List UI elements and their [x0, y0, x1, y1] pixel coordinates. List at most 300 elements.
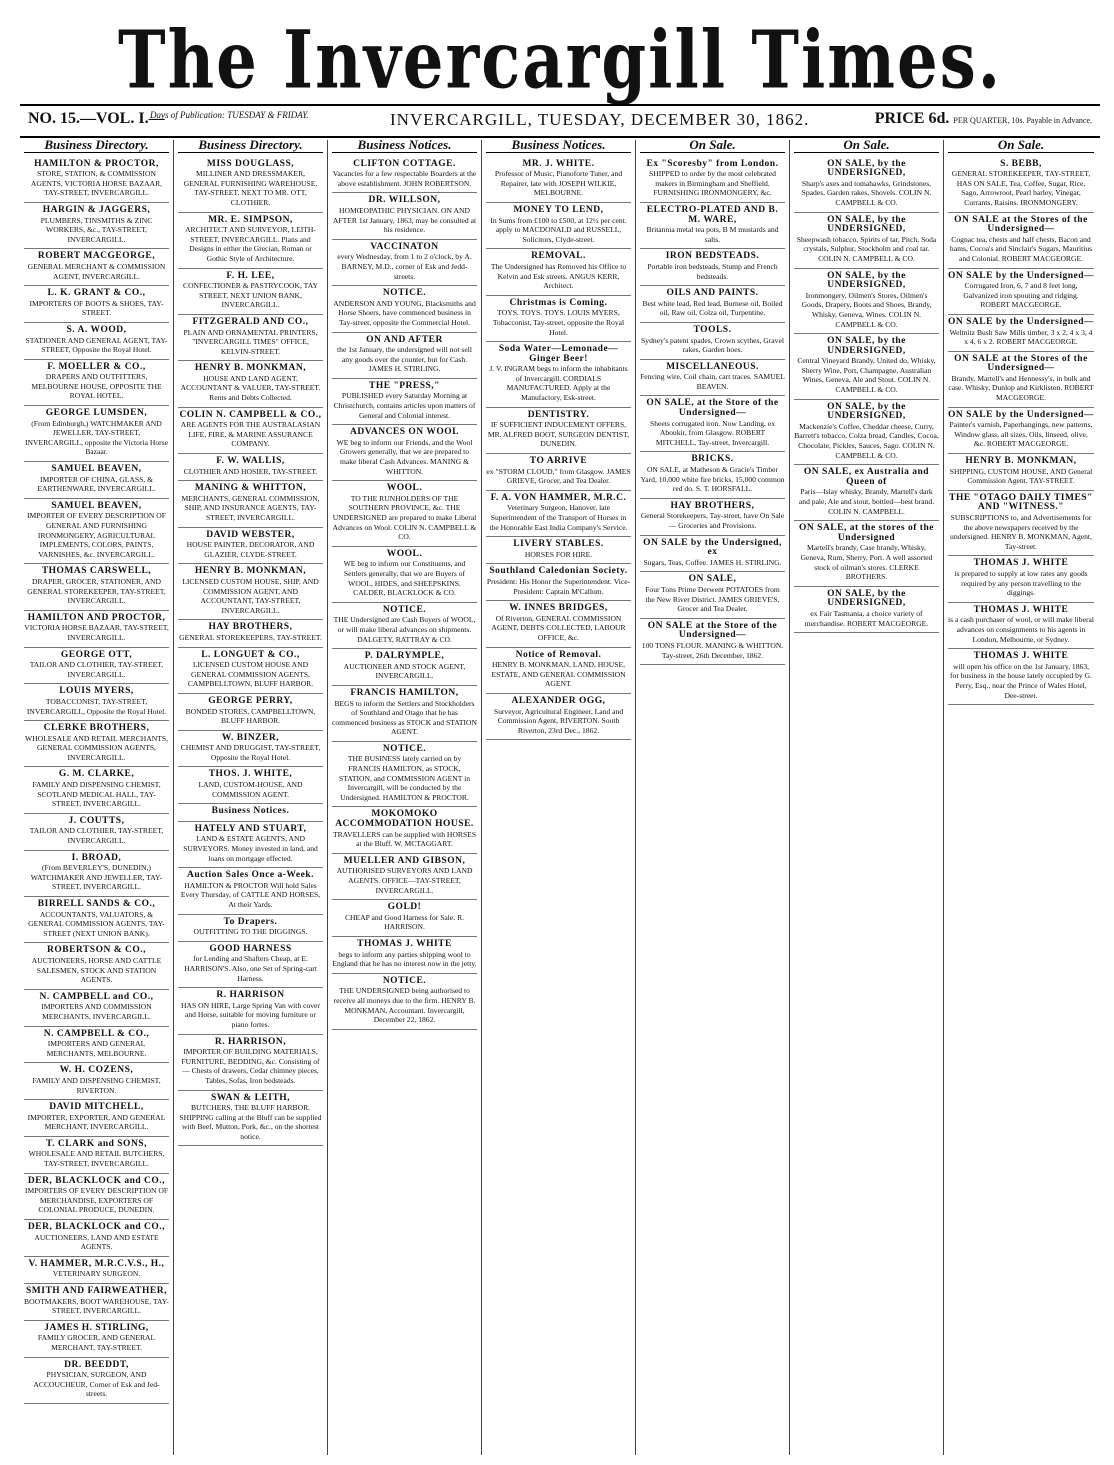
advertisement-title: BIRRELL SANDS & CO., — [37, 899, 156, 909]
advertisement — [178, 822, 323, 868]
advertisement-title: THOMAS J. WHITE — [357, 938, 452, 949]
advertisement-body: Surveyor, Agricultural Engineer, Land and Commission Agent, RIVERTON. South Riverton, 23rd Dec., 1862. — [493, 706, 624, 735]
advertisement-body: SHIPPED to order by the most celebrated makers in Birmingham and Sheffield. FURNISHING IRONMONGERY, &c. — [649, 169, 776, 198]
advertisement — [640, 157, 785, 203]
advertisement-title: HAY BROTHERS, — [208, 622, 293, 633]
column-header: On Sale. — [948, 140, 1094, 153]
advertisement-body: WE beg to inform our Friends, and the Wool Growers generally, that we are prepared to make liberal Cash Advances. MANING & WHITTON. — [336, 437, 473, 476]
advertisement-title: MISCELLANEOUS. — [666, 361, 759, 372]
advertisement-title: W. INNES BRIDGES, — [509, 603, 608, 614]
advertisement-title: NOTICE. — [382, 288, 427, 299]
advertisement — [640, 396, 785, 452]
advertisement-body: IMPORTERS OF EVERY DESCRIPTION OF MERCHANDISE, EXPORTERS OF COLONIAL PRODUCE, DUNEDIN. — [24, 1186, 169, 1215]
advertisement — [332, 333, 477, 379]
advertisement-title: THE "OTAGO DAILY TIMES" AND "WITNESS." — [949, 492, 1093, 513]
advertisement-title: JAMES H. STIRLING, — [44, 1322, 149, 1333]
advertisement-body: FAMILY AND DISPENSING CHEMIST, RIVERTON. — [32, 1075, 161, 1095]
advertisement-title: VACCINATON — [370, 241, 439, 252]
dateline-rule — [20, 136, 1100, 138]
advertisement — [178, 620, 323, 647]
advertisement — [332, 649, 477, 686]
dateline — [20, 108, 1100, 134]
advertisement-title: S. A. WOOD, — [66, 324, 127, 335]
advertisement — [486, 454, 631, 491]
advertisement-title: ON SALE at the Stores of the Undersigned— — [954, 214, 1088, 235]
advertisement-title: ON SALE at the Stores of the Undersigned— — [954, 353, 1088, 374]
advertisement-body: In Sums from £100 to £500, at 12½ per cent. apply to MACDONALD and RUSSELL, Solicitors, Clyde-street. — [490, 215, 627, 244]
advertisement — [640, 323, 785, 360]
advertisement-title: ADVANCES ON WOOL — [349, 427, 459, 438]
advertisement-title: HENRY B. MONKMAN, — [194, 363, 307, 374]
advertisement — [486, 694, 631, 740]
advertisement — [794, 269, 939, 335]
advertisement — [794, 521, 939, 587]
advertisement — [24, 611, 169, 648]
advertisement-title: DENTISTRY. — [527, 409, 590, 420]
advertisement — [332, 481, 477, 547]
advertisement-body: WHOLESALE AND RETAIL BUTCHERS, TAY-STREET, INVERCARGILL. — [28, 1149, 165, 1169]
advertisement-title: HENRY B. MONKMAN, — [194, 566, 307, 577]
advertisement — [640, 249, 785, 286]
advertisement-title: ELECTRO-PLATED AND B. M. WARE, — [646, 204, 779, 225]
advertisement-title: DR. WILLSON, — [368, 195, 441, 206]
advertisement — [24, 721, 169, 767]
advertisement-body: Four Tons Prime Derwent POTATOES from the New River District. JAMES GRIEVE'S, Grocer and Tea Dealer. — [645, 584, 780, 614]
advertisement-title: ON SALE, — [688, 574, 737, 585]
advertisement-body: BOOTMAKERS, BOOT WAREHOUSE, TAY-STREET, INVERCARGILL. — [24, 1296, 169, 1316]
advertisement-title: To Drapers. — [223, 916, 278, 927]
advertisement-title: MOKOMOKO ACCOMMODATION HOUSE. — [335, 809, 474, 830]
advertisement-title: DER, BLACKLOCK and CO., — [27, 1175, 166, 1186]
advertisement — [24, 249, 169, 286]
advertisement — [332, 157, 477, 194]
advertisement-title: THOMAS CARSWELL, — [41, 566, 152, 577]
advertisement — [948, 213, 1094, 269]
advertisement-title: Southland Caledonian Society. — [489, 566, 628, 577]
advertisement-title: ON SALE, by the UNDERSIGNED, — [827, 401, 906, 422]
advertisement-body: STORE, STATION, & COMMISSION AGENTS, VICTORIA HORSE BAZAAR, TAY-STREET, INVERCARGILL. — [30, 169, 163, 198]
advertisement — [332, 686, 477, 742]
advertisement-title: V. HAMMER, M.R.C.V.S., H., — [28, 1258, 165, 1269]
advertisement-body: President: His Honor the Superintendent. Vice-President: Captain M'Callum. — [486, 576, 631, 596]
advertisement — [948, 352, 1094, 408]
advertisement — [178, 361, 323, 407]
advertisement-body: BONDED STORES, CAMPBELLTOWN, BLUFF HARBOR. — [185, 706, 316, 726]
advertisement — [24, 1220, 169, 1257]
advertisement-body: HAMILTON & PROCTOR Will hold Sales Every Thursday, of CATTLE AND HORSES, At their Yards. — [180, 880, 321, 909]
advertisement-body: BEGS to inform the Settlers and Stockholders of Southland and Otago that he has commenced business as STOCK and STATION AGENT. — [332, 698, 477, 737]
advertisement — [24, 323, 169, 360]
advertisement — [486, 408, 631, 454]
advertisement-title: FITZGERALD AND CO., — [192, 316, 309, 327]
advertisement-body: Sheets corrugated iron. Now Landing, ex Aboukir, from Glasgow. ROBERT MITCHELL, Tay-street, Invercargill. — [649, 418, 776, 447]
place-and-date: INVERCARGILL, TUESDAY, DECEMBER 30, 1862. — [390, 110, 810, 129]
advertisement-title: REMOVAL. — [531, 251, 586, 262]
advertisement-body: begs to inform any parties shipping wool to England that he has no interest now in the jetty. — [332, 949, 477, 969]
advertisement-body: Sydney's patent spades, Crown scythes, Gravel rakes, Garden hoes. — [641, 335, 784, 355]
advertisement-body: GENERAL MERCHANT & COMMISSION AGENT, INVERCARGILL. — [27, 261, 166, 281]
advertisement-title: MISS DOUGLASS, — [206, 158, 295, 169]
advertisement-body: every Wednesday, from 1 to 2 o'clock, by A. BARNEY, M.D., corner of Esk and Jedd-streets. — [337, 252, 472, 281]
masthead — [20, 13, 1100, 108]
advertisement-body: WE beg to inform our Constituents, and Settlers generally, that we are Buyers of WOOL, HIDES, and SHEEPSKINS. CALDER, BLACKLOCK & CO. — [343, 559, 466, 598]
advertisement-body: HENRY B. MONKMAN, LAND, HOUSE, ESTATE, AND GENERAL COMMISSION AGENT. — [491, 660, 626, 689]
advertisement — [640, 203, 785, 249]
advertisement-body: FAMILY GROCER, AND GENERAL MERCHANT, TAY-STREET. — [37, 1333, 156, 1352]
advertisement — [178, 694, 323, 731]
advertisement — [178, 1091, 323, 1147]
advertisement-body: 100 TONS FLOUR. MANING & WHITTON. Tay-street, 26th December, 1862. — [641, 640, 784, 660]
advertisement — [332, 900, 477, 937]
advertisement-body: CLOTHIER AND HOSIER, TAY-STREET. — [183, 466, 318, 476]
advertisement-body: is prepared to supply at low rates any goods required by any person travelling to the diggings. — [954, 568, 1088, 598]
advertisement-body: PLUMBERS, TINSMITHS & ZINC WORKERS, &c., TAY-STREET, INVERCARGILL. — [40, 215, 153, 244]
advertisement-body: MILLINER AND DRESSMAKER, GENERAL FURNISHING WAREHOUSE, TAY-STREET, NEXT TO MR. OTT, CLOTHIER. — [183, 169, 318, 207]
masthead-rule — [20, 104, 1100, 106]
advertisement — [332, 603, 477, 649]
advertisement — [178, 648, 323, 694]
advertisement-title: TO ARRIVE — [529, 456, 588, 467]
advertisement-body: (From Edinburgh,) WATCHMAKER AND JEWELLER, TAY-STREET, INVERCARGILL, opposite the Victoria Horse Bazaar. — [24, 418, 169, 457]
advertisement — [486, 249, 631, 295]
advertisement-body: Of Riverton, GENERAL COMMISSION AGENT, DEBTS COLLECTED, LABOUR OFFICE, &c. — [491, 613, 626, 642]
advertisement-body: ON SALE, at Matheson & Gracie's Timber Yard, 10,000 white fire bricks, 15,000 common red do. S. T. HORSFALL. — [640, 465, 785, 494]
column-1 — [20, 140, 174, 1455]
advertisement-title: Christmas is Coming. — [509, 297, 608, 308]
price — [875, 110, 1092, 128]
advertisement-body: General Storekeepers, Tay-street, have On Sale— Groceries and Provisions. — [640, 511, 785, 530]
advertisement — [24, 1284, 169, 1321]
advertisement — [24, 203, 169, 249]
advertisement — [486, 157, 631, 203]
column-header: Business Directory. — [24, 140, 169, 153]
advertisement — [948, 269, 1094, 315]
publication-days: Days of Publication: TUESDAY & FRIDAY. — [150, 110, 309, 120]
advertisement — [486, 296, 631, 342]
advertisement-title: Soda Water—Lemonade—Ginger Beer! — [498, 344, 619, 364]
advertisement-body: Fencing wire, Coil chain, cart traces. SAMUEL BEAVEN. — [640, 372, 785, 391]
advertisement — [24, 851, 169, 897]
advertisement-body: ACCOUNTANTS, VALUATORS, & GENERAL COMMISSION AGENTS, TAY-STREET (NEXT UNION BANK). — [28, 909, 165, 938]
advertisement — [794, 465, 939, 521]
advertisement-title: TOOLS. — [693, 324, 732, 335]
advertisement-title: ON SALE by the Undersigned— — [948, 270, 1094, 281]
advertisement-body: IMPORTER, EXPORTER, AND GENERAL MERCHANT, INVERCARGILL. — [27, 1112, 166, 1132]
advertisement-body: SUBSCRIPTIONS to, and Advertisements for the above newspapers received by the undersigned. HENRY B. MONKMAN, Agent, Tay-street. — [950, 513, 1092, 551]
advertisement-title: CLERKE BROTHERS, — [43, 723, 150, 734]
advertisement — [486, 203, 631, 249]
advertisement-body: Vacancies for a few respectable Boarders at the above establishment. JOHN ROBERTSON. — [332, 169, 477, 188]
advertisement-body: Brandy, Martell's and Hennessy's, in bulk and case. Whisky, Dunlop and Kirkliston. ROBERT MACGEORGE. — [948, 373, 1094, 403]
advertisement-title: CLIFTON COTTAGE. — [353, 158, 456, 169]
advertisement-title: Business Notices. — [211, 806, 290, 817]
advertisement-body: WHOLESALE AND RETAIL MERCHANTS, GENERAL COMMISSION AGENTS, INVERCARGILL. — [25, 733, 168, 762]
advertisement-body: TAILOR AND CLOTHIER, TAY-STREET, INVERCARGILL. — [29, 826, 164, 846]
advertisement-body: Corrugated Iron, 6, 7 and 8 feet long, Galvanized iron spouting and ridging. ROBERT MACGEORGE. — [963, 281, 1079, 310]
advertisement-title: SMITH AND FAIRWEATHER, — [26, 1286, 167, 1296]
advertisement-body: the 1st January, the undersigned will not sell any goods over the counter, but for Cash. JAMES H. STIRLING. — [337, 345, 472, 374]
advertisement-body: IMPORTERS AND GENERAL MERCHANTS, MELBOURNE. — [46, 1039, 147, 1058]
issue-number: NO. 15.—VOL. I.— — [28, 110, 165, 127]
advertisement-title: Ex "Scoresby" from London. — [646, 158, 779, 169]
advertisement-body: Portable iron bedsteads, Stump and French bedsteads. — [647, 261, 778, 281]
advertisement-title: F. MOELLER & CO., — [47, 361, 146, 372]
advertisement-title: ON SALE at the Store of the Undersigned— — [647, 620, 778, 641]
advertisement-body: PLAIN AND ORNAMENTAL PRINTERS, "INVERCARGILL TIMES" OFFICE, KELVIN-STREET. — [183, 327, 318, 356]
advertisement — [24, 767, 169, 813]
advertisement — [794, 157, 939, 213]
advertisement — [24, 499, 169, 565]
advertisement-title: IRON BEDSTEADS. — [665, 251, 760, 262]
advertisement-body: The Undersigned has Removed his Office to Kelvin and Esk streets. ANGUS KERR, Architect. — [490, 261, 627, 291]
advertisement — [948, 491, 1094, 557]
advertisement-title: DER, BLACKLOCK and CO., — [27, 1222, 166, 1233]
advertisement-title: MR. E. SIMPSON, — [208, 214, 293, 225]
advertisement-title: I. BROAD, — [71, 852, 122, 863]
advertisement-title: W. BINZER, — [221, 732, 280, 743]
advertisement — [948, 315, 1094, 352]
advertisement-body: Cognac tea, chests and half chests, Bacon and hams, Cocoa's and Sinclair's Sugars, Mauritius and Colonial. ROBERT MACGEORGE. — [949, 234, 1093, 263]
advertisement-body: AUCTIONEERS, HORSE AND CATTLE SALESMEN, STOCK AND STATION AGENTS. — [31, 955, 162, 985]
advertisement-title: BRICKS. — [691, 454, 734, 465]
advertisement-title: THOS. J. WHITE, — [208, 769, 293, 780]
advertisement-title: T. CLARK and SONS, — [46, 1138, 147, 1149]
column-2 — [174, 140, 328, 1455]
advertisement-title: F. A. VON HAMMER, M.R.C. — [490, 492, 627, 503]
advertisement-title: LIVERY STABLES. — [513, 539, 604, 550]
advertisement-body: TO THE RUNHOLDERS OF THE SOUTHERN PROVINCE, &c. THE UNDERSIGNED are prepared to make Liberal Advances on Wool. COLIN N. CAMPBELL & CO. — [332, 493, 477, 542]
advertisement-title: ROBERT MACGEORGE, — [37, 251, 156, 262]
advertisement — [24, 564, 169, 610]
advertisement-title: S. BEBB, — [1000, 158, 1042, 169]
advertisement — [24, 1358, 169, 1404]
advertisement — [640, 536, 785, 573]
advertisement-body: Painter's varnish, Paperhangings, new patterns, Window glass, all sizes, Oils, linseed, olive, &c. ROBERT MACGEORGE. — [949, 420, 1093, 449]
advertisement-body: Veterinary Surgeon, Hanover, late Superintendent of the Transport of Horses in the Honorable East India Company's Service. — [489, 503, 628, 532]
advertisement-body: HAS ON HIRE, Large Spring Van with cover and Horse, suitable for moving furniture or piano fortes. — [181, 1000, 320, 1029]
advertisement-body: Ironmongery, Oilmen's Stores, Oilmen's Goods, Drapery, Boots and Shoes, Brandy, Whisky, Geneva, Wines. COLIN N. CAMPBELL & CO. — [801, 290, 932, 329]
advertisement — [640, 452, 785, 498]
advertisement — [178, 213, 323, 269]
advertisement-title: ON SALE by the Undersigned, ex — [643, 537, 782, 558]
advertisement-title: NOTICE. — [382, 975, 427, 986]
advertisement — [24, 286, 169, 323]
advertisement-body: Martell's brandy, Case brandy, Whisky, Geneva, Rum, Sherry, Port. A well assorted stock of oilman's stores. CLERKE BROTHERS. — [800, 543, 933, 582]
advertisement-body: Britannia metal tea pots, B M mustards and salts. — [646, 225, 779, 244]
advertisement — [178, 408, 323, 454]
column-header: Business Notices. — [332, 140, 477, 153]
advertisement-title: N. CAMPBELL and CO., — [39, 991, 154, 1002]
advertisement-title: P. DALRYMPLE, — [364, 651, 445, 662]
advertisement — [24, 1137, 169, 1174]
advertisement-title: ON SALE, by the UNDERSIGNED, — [827, 214, 906, 235]
advertisement-title: MUELLER AND GIBSON, — [343, 855, 466, 866]
advertisement — [178, 868, 323, 914]
advertisement-body: LAND & ESTATE AGENTS, AND SURVEYORS. Money invested in land, and loans on mortgage effected. — [183, 834, 318, 863]
advertisement-title: L. LONGUET & CO., — [201, 649, 300, 660]
advertisement-title: J. COUTTS, — [68, 815, 125, 826]
advertisement — [24, 1063, 169, 1100]
advertisement — [332, 425, 477, 481]
advertisement-body: THE BUSINESS lately carried on by FRANCIS HAMILTON, as STOCK, STATION, and COMMISSION AGENT in Invercargill, will be conducted by the Undersigned. HAMILTON & PROCTOR. — [338, 754, 471, 802]
advertisement-body: Best white lead, Red lead, Burnese oil, Boiled oil, Raw oil, Colza oil, Turpentine. — [642, 298, 783, 318]
price-label: PRICE 6d. — [874, 110, 950, 127]
advertisement-body: IMPORTERS AND COMMISSION MERCHANTS, INVERCARGILL. — [41, 1002, 152, 1021]
advertisement — [178, 915, 323, 942]
advertisement-body: Weltnitz Bush Saw Mills timber, 3 x 2, 4 x 3, 4 x 4, 6 x 2. ROBERT MACGEORGE. — [949, 327, 1093, 347]
advertisement-body: ANDERSON AND YOUNG, Blacksmiths and Horse Shoers, have commenced business in Tay-street, opposite the Commercial Hotel. — [333, 298, 476, 327]
advertisement-body: IMPORTER OF CHINA, GLASS, & EARTHENWARE, INVERCARGILL. — [37, 474, 156, 494]
advertisement-title: GEORGE LUMSDEN, — [45, 408, 148, 419]
advertisement — [332, 974, 477, 1030]
advertisement-body: ex "STORM CLOUD," from Glasgow. JAMES GRIEVE, Grocer, and Tea Dealer. — [486, 466, 631, 486]
column-header: On Sale. — [640, 140, 785, 153]
advertisement-body: Sheepwash tobacco, Spirits of tar, Pitch, Soda crystals, Sulphur, Stockholm and coal tar. COLIN N. CAMPBELL & CO. — [796, 234, 937, 263]
advertisement-title: ROBERTSON & CO., — [47, 945, 146, 956]
advertisement-body: for Lending and Shafters Cheap, at E. HARRISON'S. Also, one Set of Spring-cart Harness. — [184, 954, 317, 983]
advertisement — [332, 240, 477, 286]
column-5 — [636, 140, 790, 1455]
advertisement — [332, 807, 477, 853]
column-header: Business Directory. — [178, 140, 323, 153]
advertisement — [178, 767, 323, 804]
advertisement-title: G. M. CLARKE, — [58, 769, 135, 780]
advertisement-body: OUTFITTING TO THE DIGGINGS. — [193, 927, 308, 937]
advertisement — [24, 1321, 169, 1358]
advertisement-body: Paris—Islay whisky, Brandy, Martell's dark and pale, Ale and stout, bottled—best brand. COLIN N. CAMPBELL. — [798, 487, 935, 516]
advertisement — [332, 742, 477, 808]
advertisement — [332, 937, 477, 974]
newspaper-columns — [20, 140, 1100, 1455]
advertisement-title: L. K. GRANT & CO., — [47, 288, 146, 299]
advertisement-body: Sharp's axes and tomahawks, Grindstones, Spades, Garden rakes, Shovels. COLIN N. CAMPBELL & CO. — [801, 178, 932, 207]
advertisement-title: SAMUEL BEAVEN, — [51, 500, 142, 511]
advertisement-body: TRAVELLERS can be supplied with HORSES at the Bluff. W. MCTAGGART. — [332, 829, 477, 849]
advertisement-title: ON SALE, ex Australia and Queen of — [803, 467, 930, 487]
advertisement-body: Sugars, Teas, Coffee. JAMES H. STIRLING. — [643, 557, 782, 567]
advertisement-title: ON SALE, by the UNDERSIGNED, — [827, 270, 906, 291]
advertisement-body: is a cash purchaser of wool, or will make liberal advances on consignments to his agents in London, Melbourne, or Sydney. — [948, 615, 1094, 644]
advertisement-title: FRANCIS HAMILTON, — [350, 687, 459, 698]
advertisement — [178, 942, 323, 988]
advertisement-body: HOMŒOPATHIC PHYSICIAN. ON AND AFTER 1st January, 1863, may be consulted at his residence. — [332, 205, 477, 235]
advertisement — [948, 556, 1094, 602]
advertisement-body: DRAPERS AND OUTFITTERS, MELBOURNE HOUSE, OPPOSITE THE ROYAL HOTEL. — [31, 372, 162, 401]
advertisement — [948, 649, 1094, 705]
advertisement — [794, 400, 939, 466]
advertisement-body: GENERAL STOREKEEPER, TAY-STREET, HAS ON SALE, Tea, Coffee, Sugar, Rice, Sago, Arrowroot, Pearl barley, Vinegar, Currants, Raisins. IRONMONGERY. — [951, 169, 1091, 207]
advertisement — [24, 462, 169, 499]
advertisement-body: FAMILY AND DISPENSING CHEMIST, SCOTLAND MEDICAL HALL, TAY-STREET, INVERCARGILL. — [32, 780, 161, 809]
advertisement — [24, 943, 169, 989]
advertisement-body: THE Undersigned are Cash Buyers of WOOL, or will make liberal advances on shipments. DALGETY, RATTRAY & CO. — [333, 615, 476, 644]
advertisement — [24, 814, 169, 851]
column-6 — [790, 140, 944, 1455]
advertisement — [24, 360, 169, 406]
advertisement — [486, 601, 631, 647]
advertisement — [24, 990, 169, 1027]
advertisement-title: ON SALE, by the UNDERSIGNED, — [827, 158, 906, 179]
advertisement — [948, 454, 1094, 491]
subscription-terms: PER QUARTER, 10s. Payable in Advance. — [953, 116, 1092, 125]
advertisement — [178, 988, 323, 1034]
advertisement-body: AUTHORISED SURVEYORS AND LAND AGENTS. OFFICE—TAY-STREET, INVERCARGILL. — [336, 866, 473, 895]
advertisement-body: J. V. INGRAM begs to inform the inhabitants of Invercargill. CORDIALS MANUFACTURED. Apply at the Manufactory, Esk-street. — [489, 364, 628, 403]
advertisement-body: SHIPPING, CUSTOM HOUSE, AND General Commission Agent, TAY-STREET. — [949, 466, 1093, 486]
advertisement-body: DRAPER, GROCER, STATIONER, AND GENERAL STOREKEEPER, TAY-STREET, INVERCARGILL. — [27, 576, 166, 606]
advertisement — [794, 587, 939, 633]
advertisement-body: GENERAL STOREKEEPERS, TAY-STREET. — [179, 632, 322, 642]
advertisement — [178, 315, 323, 361]
advertisement — [332, 547, 477, 603]
advertisement-body: HORSES FOR HIRE. — [524, 549, 593, 559]
advertisement — [486, 491, 631, 537]
advertisement-body: ARE AGENTS FOR THE AUSTRALASIAN LIFE, FIRE, & MARINE ASSURANCE COMPANY. — [180, 420, 321, 449]
advertisement-body: IMPORTERS OF BOOTS & SHOES, TAY-STREET. — [29, 298, 164, 318]
advertisement — [640, 572, 785, 618]
advertisement-body: AUCTIONEERS, LAND AND ESTATE AGENTS. — [34, 1232, 159, 1252]
advertisement — [24, 157, 169, 203]
advertisement — [486, 648, 631, 694]
advertisement-title: NOTICE. — [382, 604, 427, 615]
advertisement-body: HOUSE PAINTER, DECORATOR, AND GLAZIER, CLYDE-STREET. — [186, 540, 315, 559]
advertisement-title: HENRY B. MONKMAN, — [965, 456, 1077, 467]
advertisement — [178, 157, 323, 213]
column-header: On Sale. — [794, 140, 939, 153]
advertisement-title: SAMUEL BEAVEN, — [51, 464, 142, 475]
advertisement — [24, 684, 169, 721]
advertisement — [486, 564, 631, 601]
advertisement — [640, 499, 785, 536]
advertisement-body: CHEMIST AND DRUGGIST, TAY-STREET, Opposite the Royal Hotel. — [180, 743, 321, 762]
advertisement — [948, 603, 1094, 649]
advertisement-title: NOTICE. — [382, 743, 427, 754]
advertisement — [948, 408, 1094, 454]
advertisement-title: MR. J. WHITE. — [522, 158, 595, 169]
advertisement-title: R. HARRISON — [216, 990, 285, 1001]
advertisement — [332, 379, 477, 425]
advertisement-body: BUTCHERS, THE BLUFF HARBOR. SHIPPING calling at the Bluff can be supplied with Beef, Mutton, Pork, &c., on the shortest notice. — [179, 1103, 322, 1141]
advertisement-body: MERCHANTS, GENERAL COMMISSION, SHIP, AND INSURANCE AGENTS, TAY-STREET, INVERCARGILL. — [181, 493, 320, 522]
advertisement-title: MONEY TO LEND, — [513, 204, 604, 215]
advertisement-title: R. HARRISON, — [214, 1036, 287, 1047]
advertisement-body: Central Vineyard Brandy, United do, Whisky, Sherry Wine, Port, Champagne, Australian Wines, Geneva, Ale and Stout. COLIN N. CAMPBELL & CO. — [797, 356, 936, 395]
advertisement-title: ON SALE, at the Store of the Undersigned— — [646, 398, 779, 419]
advertisement — [24, 897, 169, 943]
advertisement-body: TAILOR AND CLOTHIER, TAY-STREET, INVERCARGILL. — [29, 660, 164, 679]
advertisement-body: TOBACCONIST, TAY-STREET, INVERCARGILL, Opposite the Royal Hotel. — [26, 696, 167, 716]
advertisement-title: GOOD HARNESS — [209, 943, 292, 954]
advertisement-body: VICTORIA HORSE BAZAAR, TAY-STREET, INVERCARGILL. — [24, 623, 169, 642]
advertisement — [332, 286, 477, 332]
advertisement-body: ARCHITECT AND SURVEYOR, LEITH-STREET, INVERCARGILL. Plans and Designs in either the Grecian, Roman or Gothic Style of Architecture. — [185, 225, 316, 263]
advertisement-body: PUBLISHED every Saturday Morning at Christchurch, contains articles upon matters of General and Colonial interest. — [333, 391, 476, 420]
advertisement-title: HARGIN & JAGGERS, — [42, 204, 151, 215]
advertisement — [24, 1174, 169, 1220]
advertisement-body: IMPORTER OF BUILDING MATERIALS, FURNITURE, BEDDING, &c. Consisting of— Chests of drawers, Cedar chimney pieces, Tables, Sofas, Iron bedsteads. — [181, 1047, 320, 1085]
advertisement — [24, 1257, 169, 1284]
advertisement — [178, 481, 323, 527]
advertisement — [178, 1035, 323, 1091]
advertisement-body: LICENSED CUSTOM HOUSE, SHIP, AND COMMISSION AGENT, AND ACCOUNTANT, TAY-STREET, INVERCARGILL. — [182, 576, 319, 615]
advertisement-title: ALEXANDER OGG, — [511, 695, 606, 706]
advertisement — [948, 157, 1094, 213]
advertisement-title: HAMILTON & PROCTOR, — [34, 158, 159, 169]
advertisement-body: will open his office on the 1st January, 1863, for business in the house lately occupied by G. Perry, Esq., near the Prince of Wales Hotel, Dee-street. — [950, 661, 1092, 700]
advertisement — [178, 269, 323, 315]
advertisement-title: ON SALE, by the UNDERSIGNED, — [827, 336, 906, 356]
advertisement — [24, 1100, 169, 1137]
